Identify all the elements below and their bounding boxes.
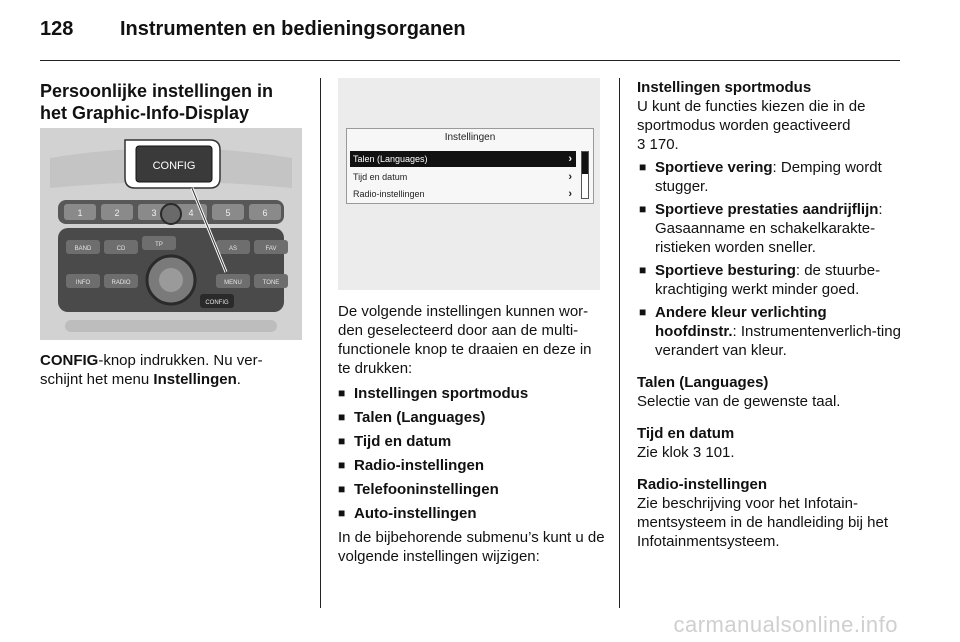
sport-item: ■ Sportieve prestaties aandrijflijn: Gasaanname en schakelkarakte-ristieken worden sneller. [639,200,905,257]
panel-button [142,236,176,250]
svg-text:TONE: TONE [262,280,280,286]
display-item-time-date: Tijd en datum › [353,171,572,183]
sport-ref: 3 170. [637,136,679,153]
svg-text:5: 5 [225,208,231,218]
sport-item: ■ Sportieve besturing: de stuurbe-krachtiging werkt minder goed. [639,261,905,299]
display-item-radio: Radio-instellingen › [353,188,572,200]
sport-text: U kunt de functies kiezen die in de sportmodus worden geactiveerd [637,98,866,134]
time-date-heading: Tijd en datum [637,425,735,442]
panel-button [104,240,138,254]
svg-text:CONFIG: CONFIG [205,300,229,306]
panel-button [254,274,288,288]
page-title: Instrumenten en bedieningsorganen [120,18,466,40]
list-item: ■ Telefooninstellingen [338,480,608,499]
settings-display [346,128,594,204]
panel-button [216,240,250,254]
svg-text:MENU: MENU [224,280,242,286]
display-item-languages: Talen (Languages) › [350,151,576,167]
svg-text:INFO: INFO [75,280,91,286]
svg-text:BAND: BAND [74,246,92,252]
radio-heading: Radio-instellingen [637,476,768,493]
svg-text:4: 4 [188,208,194,218]
chevron-right-icon: › [568,171,572,183]
panel-button [66,274,100,288]
header-rule [40,60,900,61]
sport-item: ■ Sportieve vering: Demping wordt stugger. [639,158,905,196]
caption-config: CONFIG [40,352,99,369]
preset-button [249,204,281,220]
control-panel-illustration [40,128,302,340]
column-divider-left [320,78,321,608]
preset-button [212,204,244,220]
svg-text:RADIO: RADIO [111,280,131,286]
intro-text: De volgende instellingen kunnen wor-den geselecteerd door aan de multi-functionele knop te draaien en deze in te drukken: [338,303,592,377]
sport-heading: Instellingen sportmodus [637,79,812,96]
config-callout-label: CONFIG [152,160,196,172]
outro-text: In de bijbehorende submenu’s kunt u de volgende instellingen wijzigen: [338,529,605,565]
control-panel-photo [40,128,302,340]
chevron-right-icon: › [568,153,572,165]
panel-button [200,294,234,308]
list-item: ■ Instellingen sportmodus [338,384,608,403]
list-item: ■ Tijd en datum [338,432,608,451]
time-date-text: Zie klok 3 101. [637,444,735,461]
svg-text:2: 2 [114,208,120,218]
svg-text:AS: AS [228,246,238,252]
panel-button [66,240,100,254]
svg-text:1: 1 [77,208,83,218]
page-number: 128 [40,18,74,40]
display-title: Instellingen [444,132,496,143]
power-knob [161,204,181,224]
svg-text:TP: TP [155,242,163,248]
list-item: ■ Talen (Languages) [338,408,608,427]
photo-caption [40,351,305,389]
section-heading: Persoonlijke instellingen in het Graphic-Info-Display [40,81,274,123]
page-header [40,18,900,56]
languages-text: Selectie van de gewenste taal. [637,393,841,410]
svg-text:CD: CD [116,246,126,252]
languages-heading: Talen (Languages) [637,374,769,391]
middle-column [338,302,608,566]
right-column [637,78,905,551]
chevron-right-icon: › [568,188,572,200]
list-item: ■ Auto-instellingen [338,504,608,523]
caption-menu-name: Instellingen [153,371,237,388]
sport-item: ■ Andere kleur verlichting hoofdinstr.: Instrumentenverlich-ting verandert van kleur. [639,303,905,360]
preset-button [101,204,133,220]
panel-button [254,240,288,254]
left-column [40,80,305,124]
radio-text: Zie beschrijving voor het Infotain-mentsysteem in de handleiding bij het Infotainmentsysteem. [637,495,888,550]
watermark: carmanualsonline.info [673,612,898,637]
panel-button [216,274,250,288]
caption-text: -knop indrukken. Nu ver-schijnt het menu [40,352,263,388]
svg-text:FAV: FAV [265,246,277,252]
display-scrollbar [581,151,589,199]
column-divider-right [619,78,620,608]
svg-text:3: 3 [151,208,157,218]
settings-display-image [338,78,600,290]
svg-text:6: 6 [262,208,268,218]
preset-button [64,204,96,220]
caption-end: . [236,371,241,388]
list-item: ■ Radio-instellingen [338,456,608,475]
panel-button [104,274,138,288]
